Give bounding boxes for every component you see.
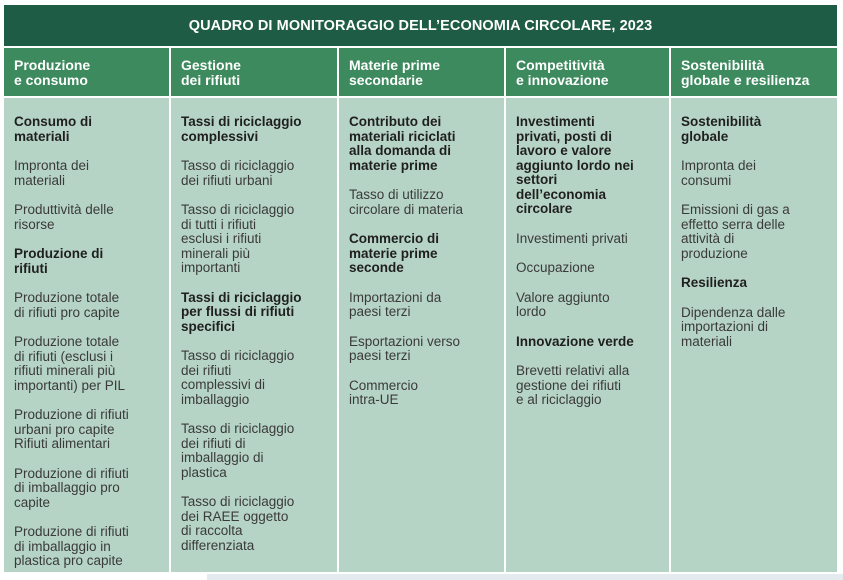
indicator-item: Dipendenza dalle importazioni di materiali xyxy=(681,304,786,349)
indicator-item: Tasso di riciclaggio dei RAEE oggetto di raccolta differenziata xyxy=(181,494,295,553)
column-body-sustainability-resilience xyxy=(671,98,837,572)
indicator-item: Tasso di utilizzo circolare di materia xyxy=(349,187,464,217)
indicator-item: Produzione di rifiuti urbani pro capite Rifiuti alimentari xyxy=(14,407,129,451)
indicator-group-heading: Sostenibilità globale xyxy=(681,114,762,144)
indicator-item: Valore aggiunto lordo xyxy=(516,289,610,319)
indicator-item: Tasso di riciclaggio dei rifiuti urbani xyxy=(181,158,295,188)
bottom-divider xyxy=(207,574,843,580)
indicator-item: Tasso di riciclaggio dei rifiuti di imballaggio di plastica xyxy=(181,421,295,480)
indicator-item: Investimenti privati xyxy=(516,230,628,246)
indicator-group-heading: Resilienza xyxy=(681,275,748,290)
column-header-sustainability-resilience: Sostenibilità globale e resilienza xyxy=(671,48,837,96)
column-header-production-consumption: Produzione e consumo xyxy=(4,48,169,96)
column-body-row xyxy=(4,98,837,572)
indicator-item: Brevetti relativi alla gestione dei rifiuti e al riciclaggio xyxy=(516,363,630,407)
indicator-group-heading: Produzione di rifiuti xyxy=(14,246,104,276)
column-header-secondary-raw-materials: Materie prime secondarie xyxy=(339,48,504,96)
indicator-group-heading: Contributo dei materiali riciclati alla domanda di materie prime xyxy=(349,114,456,173)
indicator-item: Produzione di rifiuti di imballaggio pro capite xyxy=(14,465,129,510)
indicator-item: Produzione di rifiuti di imballaggio in plastica pro capite xyxy=(14,524,129,568)
indicator-group-heading: Investimenti privati, posti di lavoro e valore aggiunto lordo nei settori dell’economia circolare xyxy=(516,114,634,216)
indicator-group-heading: Commercio di materie prime seconde xyxy=(349,231,440,275)
indicator-group-heading: Tassi di riciclaggio complessivi xyxy=(181,114,302,144)
table-title: QUADRO DI MONITORAGGIO DELL’ECONOMIA CIRCOLARE, 2023 xyxy=(4,5,837,46)
column-header-competitiveness-innovation: Competitività e innovazione xyxy=(506,48,669,96)
column-body-waste-management xyxy=(171,98,337,572)
column-body-production-consumption xyxy=(4,98,169,572)
indicator-item: Tasso di riciclaggio di tutti i rifiuti esclusi i rifiuti minerali più importanti xyxy=(181,202,295,275)
indicator-item: Emissioni di gas a effetto serra delle attività di produzione xyxy=(681,202,790,261)
indicator-group-heading: Innovazione verde xyxy=(516,333,634,349)
indicator-item: Commercio intra-UE xyxy=(349,377,419,407)
indicator-item: Produzione totale di rifiuti (esclusi i rifiuti minerali più importanti) per PIL xyxy=(14,334,126,393)
indicator-item: Tasso di riciclaggio dei rifiuti complessivi di imballaggio xyxy=(181,348,295,407)
column-body-competitiveness-innovation xyxy=(506,98,669,572)
indicator-item: Importazioni da paesi terzi xyxy=(349,289,442,319)
indicator-item: Esportazioni verso paesi terzi xyxy=(349,333,461,363)
indicator-group-heading: Tassi di riciclaggio per flussi di rifiuti specifici xyxy=(181,289,302,334)
column-header-waste-management: Gestione dei rifiuti xyxy=(171,48,337,96)
indicator-item: Produttività delle risorse xyxy=(14,202,114,232)
indicator-item: Impronta dei consumi xyxy=(681,158,757,188)
column-body-secondary-raw-materials xyxy=(339,98,504,572)
indicator-item: Occupazione xyxy=(516,260,595,275)
monitoring-framework-table xyxy=(4,5,837,572)
column-header-row xyxy=(4,48,837,96)
indicator-item: Impronta dei materiali xyxy=(14,158,90,188)
indicator-item: Produzione totale di rifiuti pro capite xyxy=(14,290,120,320)
indicator-group-heading: Consumo di materiali xyxy=(14,114,92,144)
